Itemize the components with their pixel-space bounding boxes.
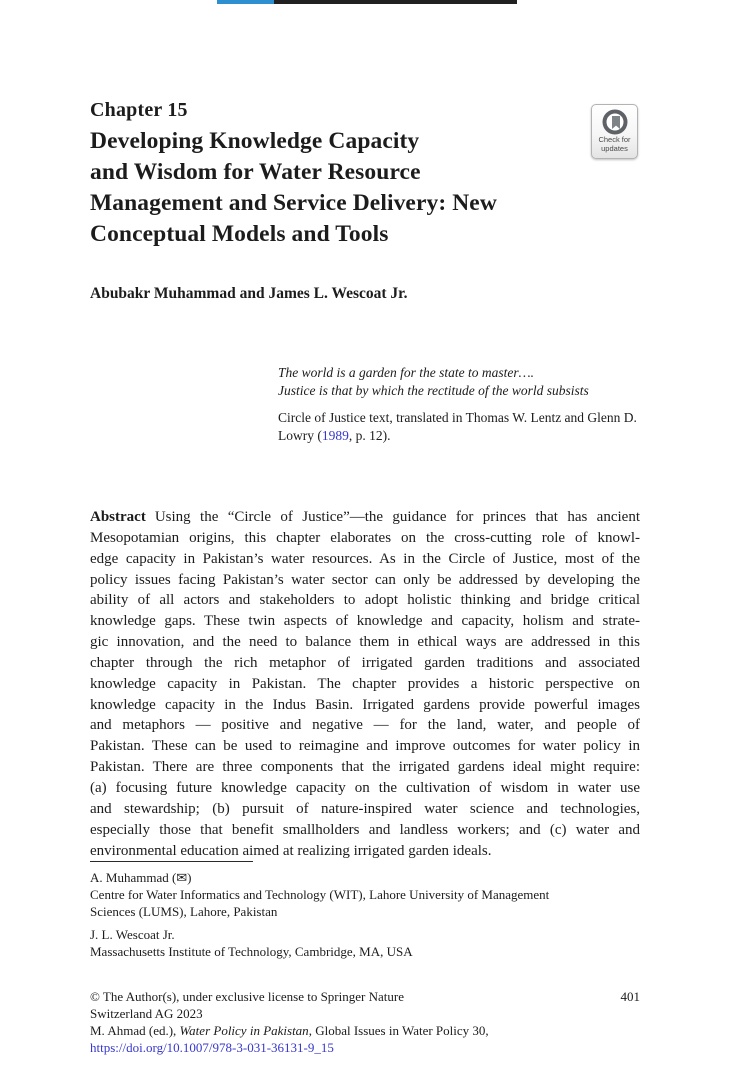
affiliation-line: J. L. Wescoat Jr.: [90, 927, 175, 942]
abstract-line: Pakistan. These can be used to reimagine and improve outcomes for water policy in: [90, 738, 640, 755]
attribution-text-end: , p. 12).: [348, 427, 391, 443]
doi-link[interactable]: https://doi.org/10.1007/978-3-031-36131-9_15: [90, 1040, 334, 1055]
crossmark-bookmark-icon: [602, 109, 628, 135]
abstract-line: gic innovation, and the need to balance them in ethical ways are addressed in this: [90, 634, 640, 651]
footnote-rule: [90, 861, 253, 862]
page-number: 401: [620, 989, 640, 1004]
copyright-text-line2: Switzerland AG 2023: [90, 1006, 203, 1021]
abstract-line: knowledge gaps. These twin aspects of knowledge and capacity, holism and strate-: [90, 613, 640, 630]
check-for-updates-badge[interactable]: [591, 104, 638, 159]
top-bar-dark-segment: [274, 0, 517, 4]
book-title: Water Policy in Pakistan: [179, 1023, 309, 1038]
abstract-line: Mesopotamian origins, this chapter elaborates on the cross-cutting role of knowl-: [90, 529, 640, 546]
epigraph-attribution: [278, 409, 642, 444]
affiliation-line: Centre for Water Informatics and Technology (WIT), Lahore University of Management: [90, 887, 550, 902]
citation-year-link[interactable]: 1989: [321, 427, 349, 443]
abstract-line: (a) focusing future knowledge capacity on the cultivation of wisdom in water use: [90, 779, 640, 796]
abstract-first-line-text: Using the “Circle of Justice”—the guidance for princes that has ancient: [154, 509, 640, 525]
chapter-title-line: Management and Service Delivery: New: [90, 190, 497, 216]
affiliation-group-2: [90, 926, 640, 960]
affiliation-line: Sciences (LUMS), Lahore, Pakistan: [90, 904, 278, 919]
abstract-line: knowledge capacity in Pakistan. The chapter provides a historic perspective on: [90, 675, 640, 692]
epigraph-quote-line: The world is a garden for the state to master….: [278, 365, 535, 380]
abstract-last-line: environmental education aimed at realizing irrigated garden ideals.: [90, 842, 492, 859]
imprint-block: [90, 988, 640, 1056]
epigraph-block: [278, 364, 642, 444]
abstract-line: ability of all actors and stakeholders to adopt holistic thinking and bridge critical: [90, 592, 640, 609]
badge-label-line1: Check for: [598, 135, 631, 144]
imprint-row-1: [90, 988, 640, 1005]
author-affiliations: [90, 869, 640, 960]
copyright-text: © The Author(s), under exclusive license to Springer Nature: [90, 989, 404, 1004]
abstract-line: edge capacity in Pakistan’s water resources. As in the Circle of Justice, most of the: [90, 550, 640, 567]
imprint-citation-line: [90, 1022, 640, 1039]
epigraph-quote-line: Justice is that by which the rectitude of the world subsists: [278, 382, 589, 398]
epigraph-quote: [278, 364, 642, 399]
chapter-title-line: and Wisdom for Water Resource: [90, 159, 421, 185]
affiliation-group-1: [90, 869, 640, 920]
abstract-first-line: [90, 507, 640, 528]
abstract-line: and stewardship; (b) pursuit of nature-inspired water science and technologies,: [90, 800, 640, 817]
abstract-line: and metaphors — positive and negative — for the land, water, and people of: [90, 717, 640, 734]
top-bar-blue-segment: [217, 0, 274, 4]
editor-text: M. Ahmad (ed.),: [90, 1023, 180, 1038]
abstract-line: especially those that benefit smallholders and landless workers; and (c) water and: [90, 821, 640, 838]
affiliation-line: A. Muhammad (✉): [90, 870, 192, 885]
chapter-title-line: Conceptual Models and Tools: [90, 221, 389, 247]
abstract-line: knowledge capacity in the Indus Basin. Irrigated gardens provide powerful images: [90, 696, 640, 713]
authors-line: Abubakr Muhammad and James L. Wescoat Jr.: [90, 285, 408, 302]
affiliation-line: Massachusetts Institute of Technology, Cambridge, MA, USA: [90, 944, 413, 959]
chapter-title: [90, 126, 640, 250]
badge-label-line2: updates: [601, 143, 628, 153]
attribution-text: Circle of Justice text, translated in Thomas W. Lentz and Glenn D. Lowry (: [278, 410, 637, 443]
abstract-line: policy issues facing Pakistan’s water sector can only be addressed by developing the: [90, 571, 640, 588]
abstract-label: Abstract: [90, 509, 146, 525]
series-text: , Global Issues in Water Policy 30,: [308, 1023, 489, 1038]
chapter-number: Chapter 15: [90, 99, 188, 121]
abstract-line: chapter through the rich metaphor of irrigated garden traditions and associated: [90, 654, 640, 671]
abstract-body: [90, 528, 640, 841]
chapter-title-line: Developing Knowledge Capacity: [90, 128, 420, 154]
abstract-paragraph: [90, 507, 640, 861]
abstract-line: Pakistan. There are three components that the irrigated gardens ideal might require:: [90, 759, 640, 776]
